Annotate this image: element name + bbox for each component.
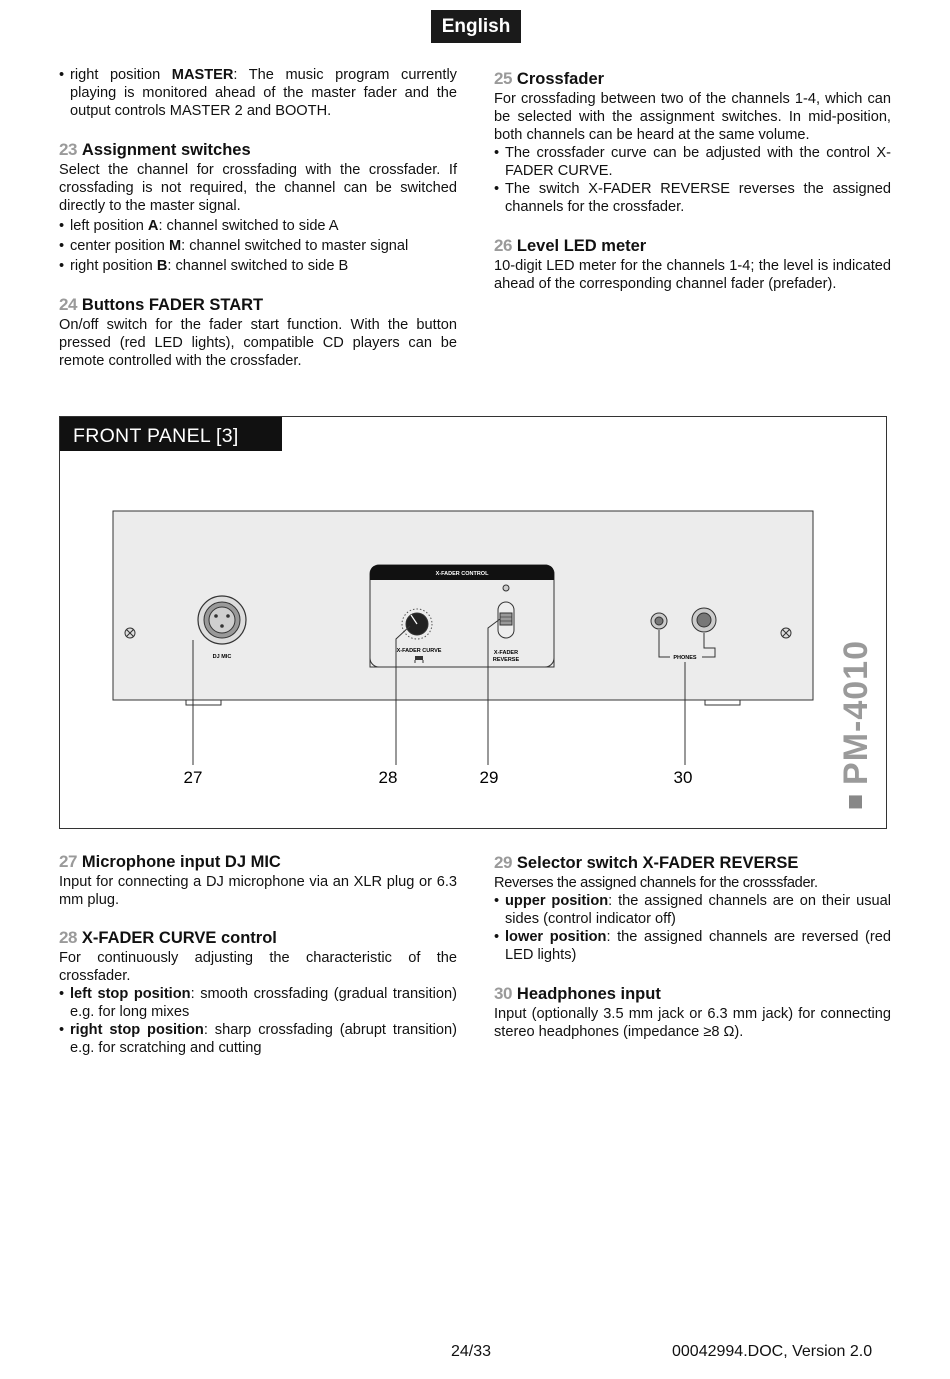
section-28-heading: 28 X-FADER CURVE control <box>59 928 277 947</box>
section-29-text: Reverses the assigned channels for the crosssfader. <box>494 875 818 891</box>
device-foot-right <box>705 700 740 705</box>
section-24-text: On/off switch for the fader start function. With the button pressed (red LED lights), compatible CD players can be remote controlled with the crossfader. <box>59 317 457 369</box>
section-29 <box>494 853 891 964</box>
section-25-bullet-2: • The switch X-FADER REVERSE reverses the assigned channels for the crossfader. <box>494 180 891 216</box>
master-bullet-block <box>59 66 457 120</box>
section-26-text: 10-digit LED meter for the channels 1-4; the level is indicated ahead of the corresponding channel fader (prefader). <box>494 258 891 292</box>
section-28-bullet-right: • right stop position: sharp crossfading (abrupt transition) e.g. for scratching and cutting <box>59 1021 457 1057</box>
section-23-bullet-b: • right position B: channel switched to side B <box>59 257 457 275</box>
section-25-bullet-1: • The crossfader curve can be adjusted with the control X-FADER CURVE. <box>494 144 891 180</box>
phones-label: PHONES <box>673 655 697 661</box>
phones-jack-large-icon <box>692 608 716 632</box>
section-24 <box>59 295 457 370</box>
model-name: PM-4010 <box>838 640 874 814</box>
section-25-heading: 25 Crossfader <box>494 69 605 88</box>
section-25 <box>494 69 891 216</box>
section-23-bullet-m: • center position M: channel switched to master signal <box>59 237 457 255</box>
section-27-heading: 27 Microphone input DJ MIC <box>59 852 281 871</box>
xfader-control-label: X-FADER CONTROL <box>435 571 489 577</box>
front-panel-drawing <box>60 417 888 830</box>
section-23 <box>59 140 457 275</box>
page-number: 24/33 <box>451 1343 492 1360</box>
screw-left-icon <box>125 628 135 638</box>
master-bullet: • right position MASTER: The music program currently playing is monitored ahead of the master fader and the output controls MASTER 2 and BOOTH. <box>59 66 457 120</box>
section-28-bullet-left: • left stop position: smooth crossfading (gradual transition) e.g. for long mixes <box>59 985 457 1021</box>
callout-27: 27 <box>183 768 203 787</box>
bottom-left-column <box>59 852 457 1057</box>
document-version: 00042994.DOC, Version 2.0 <box>672 1343 873 1360</box>
section-28-text: For continuously adjusting the characteristic of the crossfader. <box>59 950 457 984</box>
xfader-curve-label: X-FADER CURVE <box>396 648 442 654</box>
callout-30: 30 <box>673 768 693 787</box>
section-26-heading: 26 Level LED meter <box>494 236 647 255</box>
bottom-right-column <box>494 853 891 1041</box>
xfader-reverse-label-1: X-FADER <box>493 650 519 656</box>
phones-jack-small-icon <box>651 613 667 629</box>
section-30-text: Input (optionally 3.5 mm jack or 6.3 mm jack) for connecting stereo headphones (impedance ≥8 Ω). <box>494 1006 891 1040</box>
top-right-column <box>494 69 891 293</box>
front-panel-figure <box>59 416 887 829</box>
section-29-bullet-upper: • upper position: the assigned channels are on their usual sides (control indicator off) <box>494 892 891 928</box>
section-25-text: For crossfading between two of the channels 1-4, which can be selected with the assignment switches. In mid-position, both channels can be heard at the same volume. <box>494 91 891 143</box>
xfader-reverse-label-2: REVERSE <box>492 657 520 663</box>
section-30 <box>494 984 891 1041</box>
top-left-column <box>59 66 457 370</box>
section-27-text: Input for connecting a DJ microphone via an XLR plug or 6.3 mm plug. <box>59 874 457 908</box>
section-23-bullet-a: • left position A: channel switched to side A <box>59 217 457 235</box>
xfader-reverse-switch-icon <box>498 602 514 638</box>
callout-29: 29 <box>479 768 499 787</box>
device-foot-left <box>186 700 221 705</box>
reverse-led-icon <box>503 585 509 591</box>
section-30-heading: 30 Headphones input <box>494 984 661 1003</box>
callout-28: 28 <box>378 768 398 787</box>
dj-mic-jack-icon <box>198 596 246 644</box>
section-28 <box>59 928 457 1057</box>
section-24-heading: 24 Buttons FADER START <box>59 295 264 314</box>
section-29-bullet-lower: • lower position: the assigned channels are reversed (red LED lights) <box>494 928 891 964</box>
section-29-heading: 29 Selector switch X-FADER REVERSE <box>494 853 799 872</box>
section-27 <box>59 852 457 909</box>
dj-mic-label: DJ MIC <box>212 654 232 660</box>
figure-title: FRONT PANEL [3] <box>60 417 282 451</box>
section-23-heading: 23 Assignment switches <box>59 140 251 159</box>
model-square-icon <box>850 795 863 808</box>
screw-right-icon <box>781 628 791 638</box>
language-tab: English <box>431 10 521 43</box>
section-26 <box>494 236 891 293</box>
section-23-text: Select the channel for crossfading with the crossfader. If crossfading is not required, the channel can be switched directly to the master signal. <box>59 162 457 214</box>
